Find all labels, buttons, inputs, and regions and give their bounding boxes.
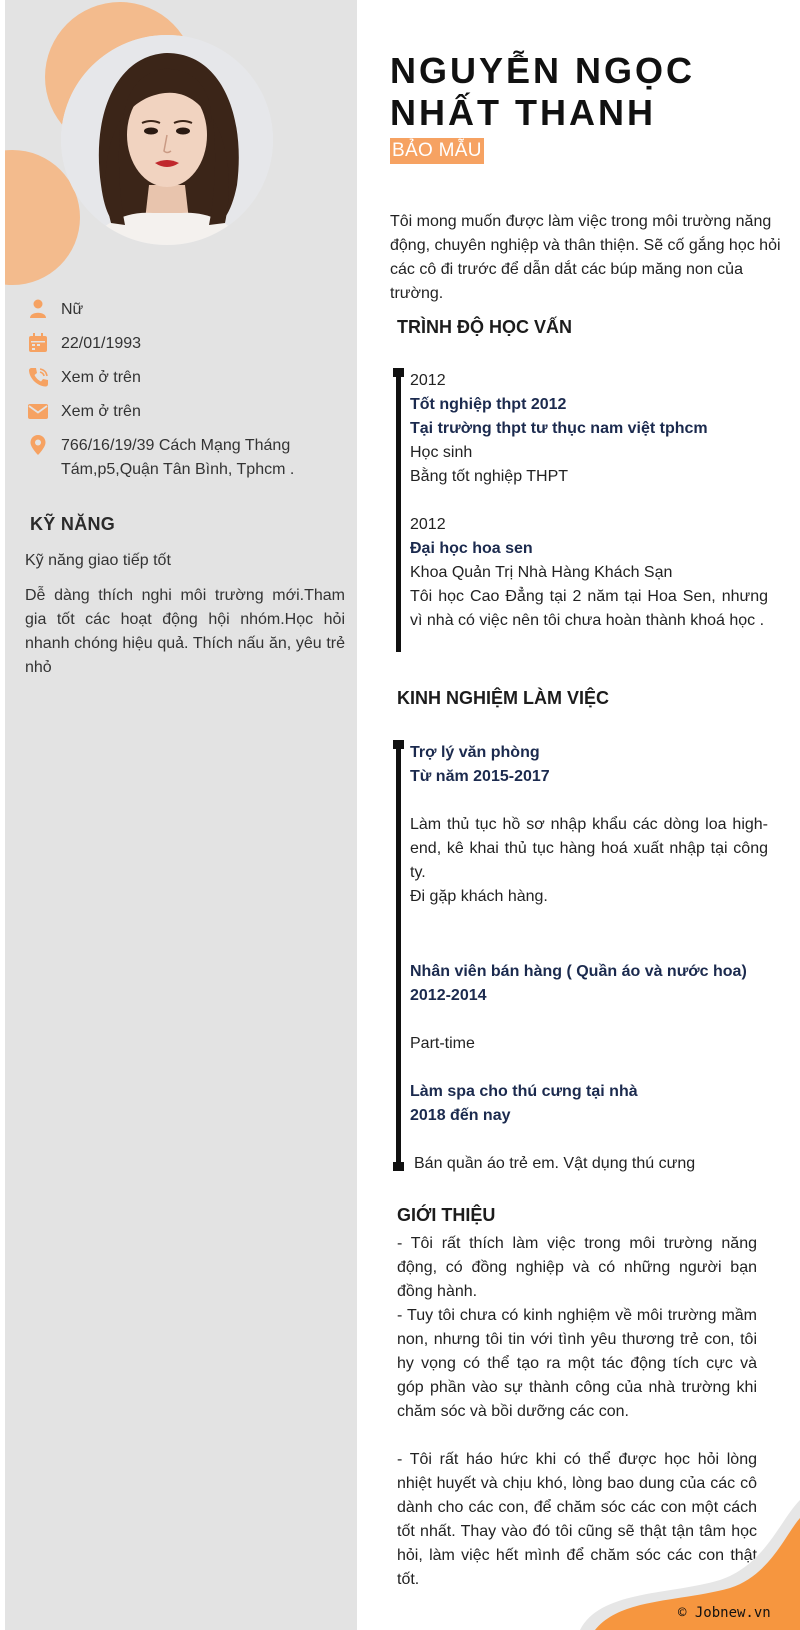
experience-entry (410, 1080, 768, 1176)
profile-photo-icon (61, 35, 273, 245)
education-entry (410, 513, 768, 633)
experience-description: Part-time (410, 1035, 475, 1052)
education-major: Học sinh (410, 444, 473, 461)
education-year: 2012 (410, 372, 446, 389)
education-entry (410, 369, 768, 489)
experience-entry (410, 741, 768, 909)
experience-position: Nhân viên bán hàng ( Quần áo và nước hoa) (410, 963, 747, 980)
gender-text: Nữ (61, 301, 84, 318)
introduction-paragraph: - Tôi rất thích làm việc trong môi trường năng động, có đồng nghiệp và có những người bạn đồng hành. (397, 1235, 757, 1300)
education-heading: TRÌNH ĐỘ HỌC VẤN (397, 317, 572, 337)
name-line-2: NHẤT THANH (390, 92, 656, 133)
career-objective: Tôi mong muốn được làm việc trong môi trường năng động, chuyên nghiệp và thân thiện. Sẽ cố gắng học hỏi các cô đi trước để dẫn dắt các búp măng non của trường. (390, 213, 781, 302)
experience-description: Làm thủ tục hồ sơ nhập khẩu các dòng loa high-end, kê khai thủ tục hàng hoá xuất nhập tại công ty. (410, 816, 768, 881)
experience-description: Đi gặp khách hàng. (410, 888, 548, 905)
skill-item: Dễ dàng thích nghi môi trường mới.Tham gia tốt các hoạt động hội nhóm.Học hỏi nhanh chóng hiệu quả. Thích nấu ăn, yêu trẻ nhỏ (25, 587, 345, 676)
experience-heading: KINH NGHIỆM LÀM VIỆC (397, 688, 610, 708)
phone-icon (27, 366, 49, 388)
contact-gender (27, 298, 327, 322)
location-pin-icon (27, 434, 49, 456)
introduction-paragraph: - Tuy tôi chưa có kinh nghiệm về môi trường mầm non, nhưng tôi tin với tình yêu thương trẻ con, tôi hy vọng có thể tạo ra một tác động tích cực và góp phần vào sự thành công của nhà trường khi chăm sóc và bồi dưỡng các con. (397, 1307, 757, 1420)
contact-info (27, 298, 327, 492)
introduction-paragraph: - Tôi rất háo hức khi có thể được học hỏi lòng nhiệt huyết và chịu khó, lòng bao dung của các cô dành cho các con, để chăm sóc các con một cách tốt nhất. Thay vào đó tôi cũng sẽ thật tận tâm học hỏi, làm việc hết mình để chăm sóc các con thật tốt. (397, 1451, 757, 1588)
skills-heading: KỸ NĂNG (30, 514, 116, 534)
avatar (61, 35, 273, 245)
experience-entry (410, 960, 768, 1056)
contact-address (27, 434, 327, 482)
education-school: Tại trường thpt tư thục nam việt tphcm (410, 420, 708, 437)
timeline-cap (393, 740, 404, 749)
sidebar (5, 0, 357, 1630)
job-title-badge: BẢO MẪU (390, 138, 484, 164)
phone-text: Xem ở trên (61, 369, 141, 386)
experience-timeline (396, 744, 401, 1166)
skill-item: Kỹ năng giao tiếp tốt (25, 552, 171, 569)
contact-birthday (27, 332, 327, 356)
experience-position: Làm spa cho thú cưng tại nhà (410, 1083, 638, 1100)
envelope-icon (27, 400, 49, 422)
contact-email (27, 400, 327, 424)
user-icon (27, 298, 49, 320)
education-note: Bằng tốt nghiệp THPT (410, 468, 569, 485)
birthday-text: 22/01/1993 (61, 335, 142, 352)
introduction-heading: GIỚI THIỆU (397, 1205, 496, 1225)
experience-period: 2018 đến nay (410, 1107, 511, 1124)
contact-phone (27, 366, 327, 390)
education-note: Tôi học Cao Đẳng tại 2 năm tại Hoa Sen, nhưng vì nhà có việc nên tôi chưa hoàn thành khoá học . (410, 588, 768, 629)
name-line-1: NGUYỄN NGỌC (390, 50, 696, 91)
experience-period: 2012-2014 (410, 987, 487, 1004)
education-year: 2012 (410, 516, 446, 533)
experience-position: Trợ lý văn phòng (410, 744, 540, 761)
education-major: Khoa Quản Trị Nhà Hàng Khách Sạn (410, 564, 673, 581)
education-timeline (396, 372, 401, 652)
email-text: Xem ở trên (61, 403, 141, 420)
address-text: 766/16/19/39 Cách Mạng Tháng Tám,p5,Quận Tân Bình, Tphcm . (61, 437, 295, 478)
timeline-cap (393, 1162, 404, 1171)
calendar-icon (27, 332, 49, 354)
experience-description: Bán quần áo trẻ em. Vật dụng thú cưng (414, 1155, 696, 1172)
education-degree: Đại học hoa sen (410, 540, 533, 557)
candidate-name (390, 50, 695, 134)
experience-period: Từ năm 2015-2017 (410, 768, 550, 785)
timeline-cap (393, 368, 404, 377)
footer-credit: © Jobnew.vn (678, 1605, 771, 1621)
education-degree: Tốt nghiệp thpt 2012 (410, 396, 567, 413)
